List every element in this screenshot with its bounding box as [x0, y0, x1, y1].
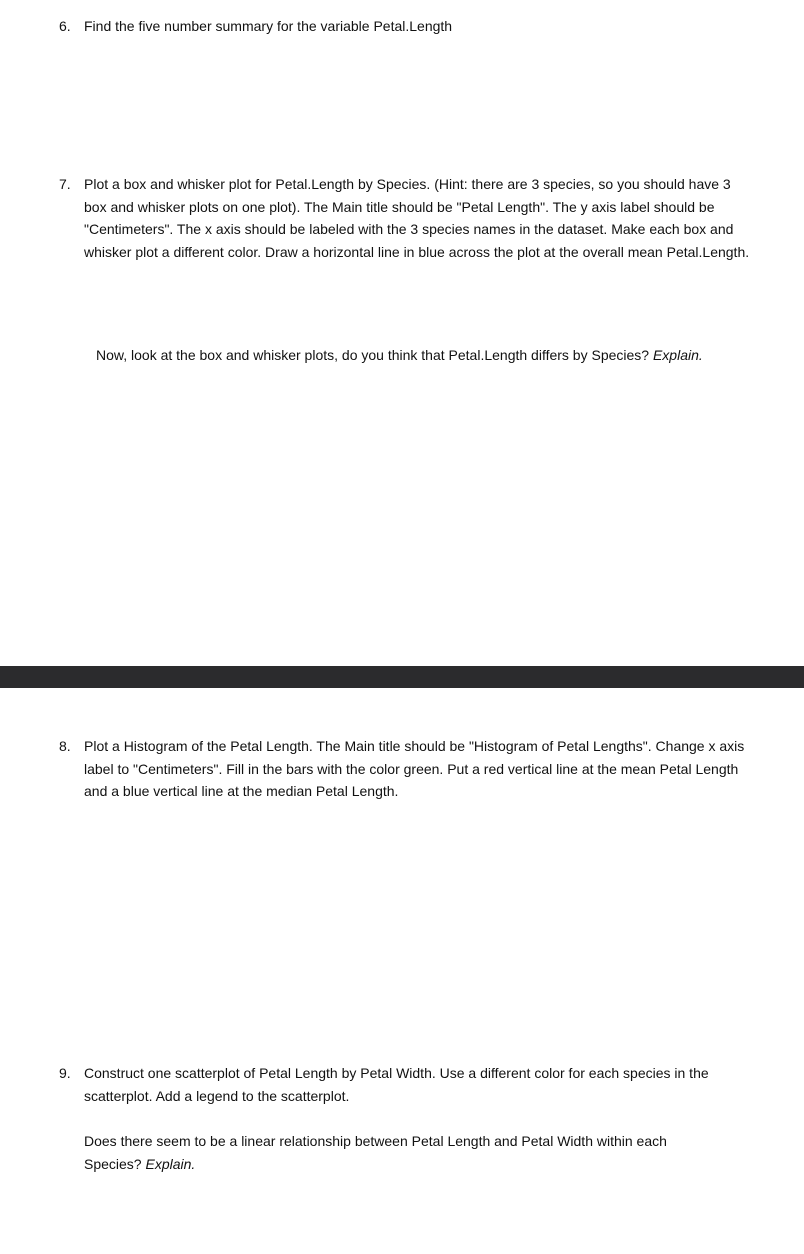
question-7-followup [96, 344, 786, 367]
question-7-text: Plot a box and whisker plot for Petal.Length by Species. (Hint: there are 3 species, so you should have 3 box and whisker plots on one plot). The Main title should be "Petal Length". The y axis label should be "Centimeters". The x axis should be labeled with the 3 species names in the dataset. Make each box and whisker plot a different color. Draw a horizontal line in blue across the plot at the overall mean Petal.Length. [84, 176, 750, 260]
question-9-followup-emphasis: Explain. [145, 1155, 196, 1172]
question-8 [59, 735, 759, 803]
question-9-followup [84, 1130, 674, 1175]
question-7 [59, 173, 759, 263]
question-9-number: 9. [59, 1065, 71, 1081]
question-9 [59, 1062, 759, 1107]
page-separator [0, 666, 804, 688]
question-6-number: 6. [59, 18, 71, 34]
question-9-text: Construct one scatterplot of Petal Length by Petal Width. Use a different color for each species in the scatterplot. Add a legend to the scatterplot. [84, 1065, 709, 1104]
question-6 [59, 15, 759, 38]
document-page-2 [0, 688, 804, 1254]
question-7-followup-text: Now, look at the box and whisker plots, do you think that Petal.Length differs by Species? [96, 347, 650, 363]
question-9-followup-text: Does there seem to be a linear relationship between Petal Length and Petal Width within each Species? [84, 1133, 667, 1172]
question-7-number: 7. [59, 176, 71, 192]
question-7-followup-emphasis: Explain. [652, 347, 703, 363]
question-6-text: Find the five number summary for the variable Petal.Length [84, 18, 453, 34]
question-8-number: 8. [59, 738, 71, 754]
question-8-text: Plot a Histogram of the Petal Length. The Main title should be "Histogram of Petal Lengths". Change x axis label to "Centimeters". Fill in the bars with the color green. Put a red vertical line at the mean Petal Length and a blue vertical line at the median Petal Length. [84, 738, 745, 799]
